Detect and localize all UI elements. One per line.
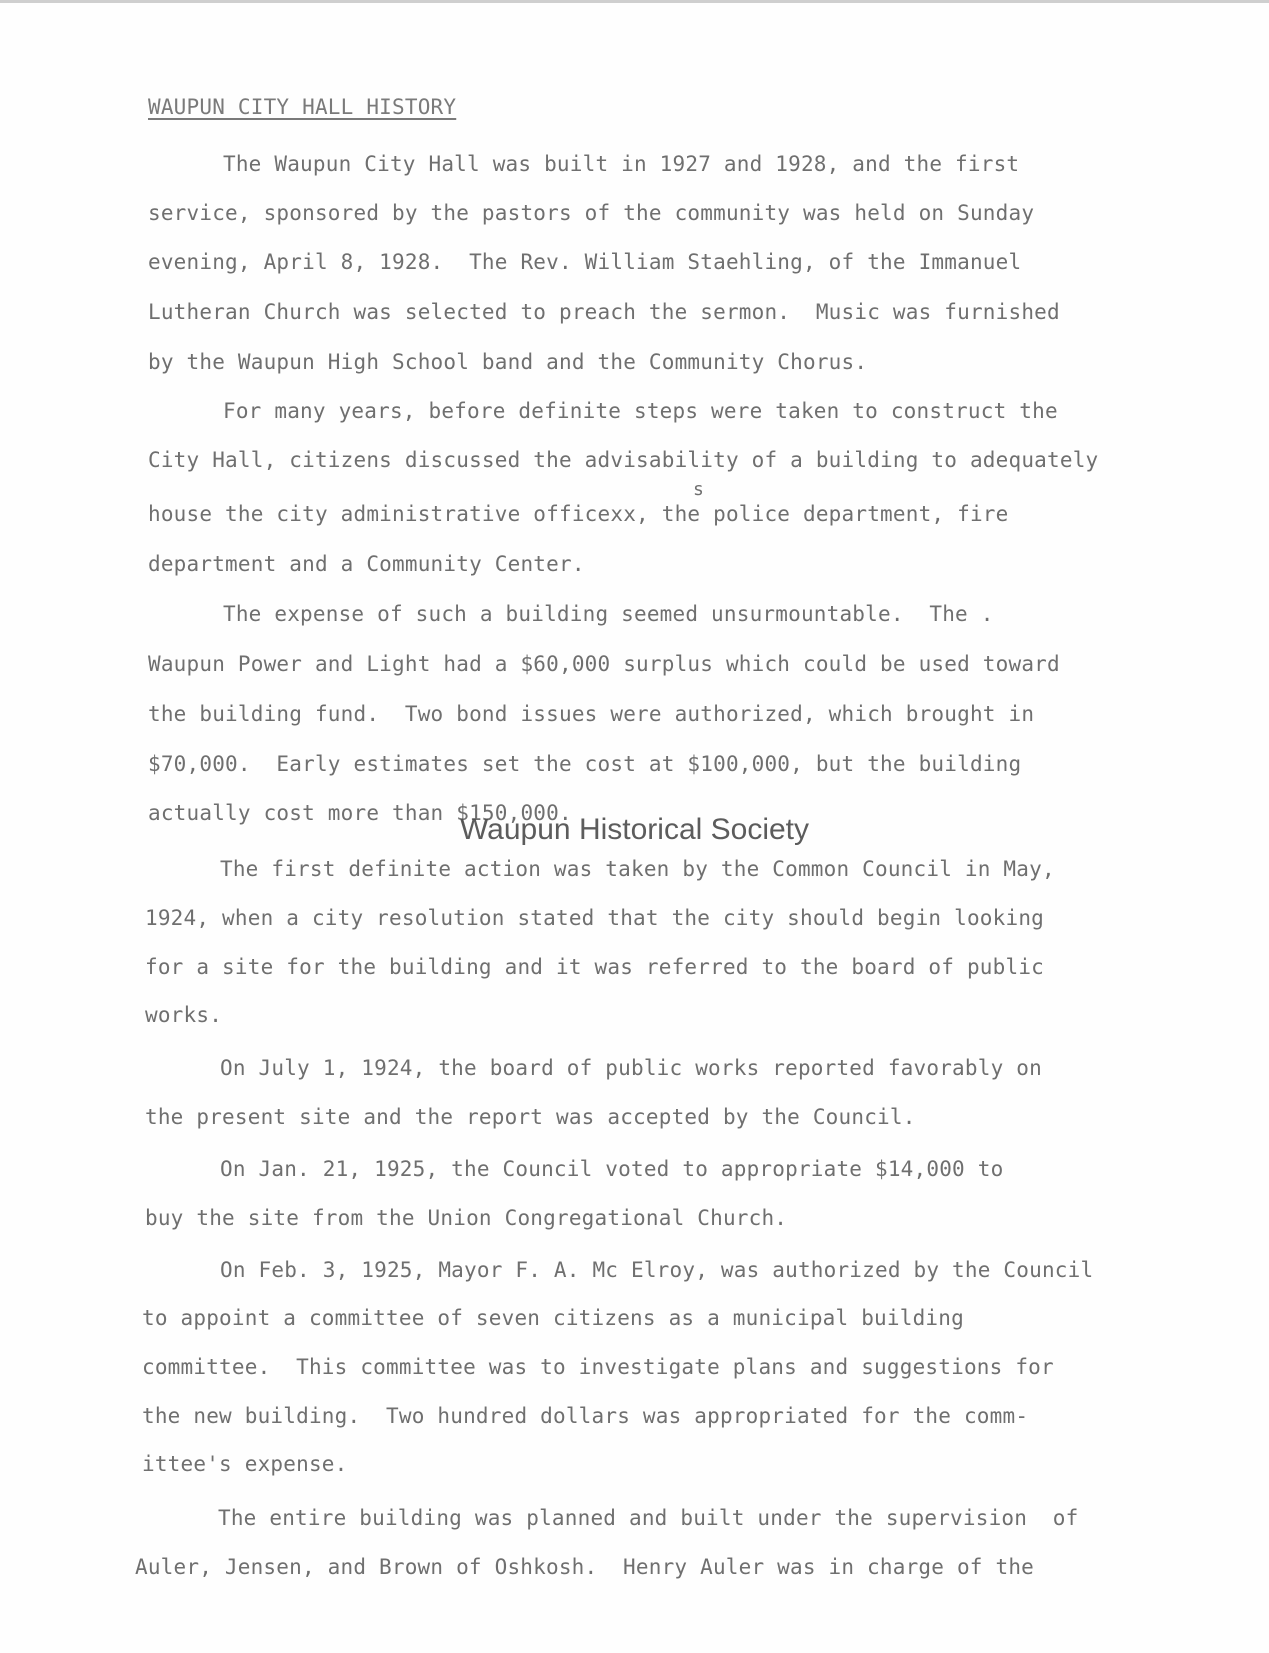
text-line-16: 1924, when a city resolution stated that the city should begin looking	[145, 906, 1045, 930]
text-line-29: Auler, Jensen, and Brown of Oshkosh. Henry Auler was in charge of the	[135, 1555, 1035, 1579]
text-line-23: On Feb. 3, 1925, Mayor F. A. Mc Elroy, was authorized by the Council	[220, 1258, 1094, 1282]
text-line-11: Waupun Power and Light had a $60,000 surplus which could be used toward	[148, 652, 1060, 676]
text-line-4: Lutheran Church was selected to preach the sermon. Music was furnished	[148, 300, 1060, 324]
text-line-12: the building fund. Two bond issues were authorized, which brought in	[148, 702, 1035, 726]
text-line-25: committee. This committee was to investigate plans and suggestions for	[142, 1355, 1054, 1379]
text-line-1: The Waupun City Hall was built in 1927 and 1928, and the first	[223, 152, 1020, 176]
overstrike-correction: s	[693, 479, 704, 500]
text-line-15: The first definite action was taken by the Common Council in May,	[220, 857, 1055, 881]
text-line-13: $70,000. Early estimates set the cost at $100,000, but the building	[148, 752, 1022, 776]
text-line-21: On Jan. 21, 1925, the Council voted to appropriate $14,000 to	[220, 1157, 1004, 1181]
text-line-18: works.	[145, 1003, 223, 1027]
text-line-5: by the Waupun High School band and the Community Chorus.	[148, 350, 868, 374]
text-line-27: ittee's expense.	[142, 1452, 348, 1476]
watermark: Waupun Historical Society	[459, 813, 810, 846]
text-line-2: service, sponsored by the pastors of the community was held on Sunday	[148, 201, 1035, 225]
document-title: WAUPUN CITY HALL HISTORY	[148, 95, 457, 119]
text-line-20: the present site and the report was accepted by the Council.	[145, 1105, 916, 1129]
text-line-8: house the city administrative officexx, the police department, fire	[148, 502, 1009, 526]
text-line-6: For many years, before definite steps were taken to construct the	[223, 399, 1058, 423]
text-line-19: On July 1, 1924, the board of public works reported favorably on	[220, 1056, 1042, 1080]
scan-top-edge	[0, 0, 1269, 3]
text-line-14: actually cost more than $150,000.	[148, 801, 572, 825]
text-line-7: City Hall, citizens discussed the advisability of a building to adequately	[148, 448, 1099, 472]
text-line-10: The expense of such a building seemed unsurmountable. The .	[223, 602, 994, 626]
text-line-28: The entire building was planned and built under the supervision of	[218, 1506, 1079, 1530]
text-line-3: evening, April 8, 1928. The Rev. William Staehling, of the Immanuel	[148, 250, 1022, 274]
text-line-24: to appoint a committee of seven citizens as a municipal building	[142, 1306, 964, 1330]
text-line-26: the new building. Two hundred dollars was appropriated for the comm-	[142, 1404, 1029, 1428]
text-line-9: department and a Community Center.	[148, 552, 585, 576]
text-line-22: buy the site from the Union Congregational Church.	[145, 1206, 788, 1230]
text-line-17: for a site for the building and it was referred to the board of public	[145, 955, 1045, 979]
